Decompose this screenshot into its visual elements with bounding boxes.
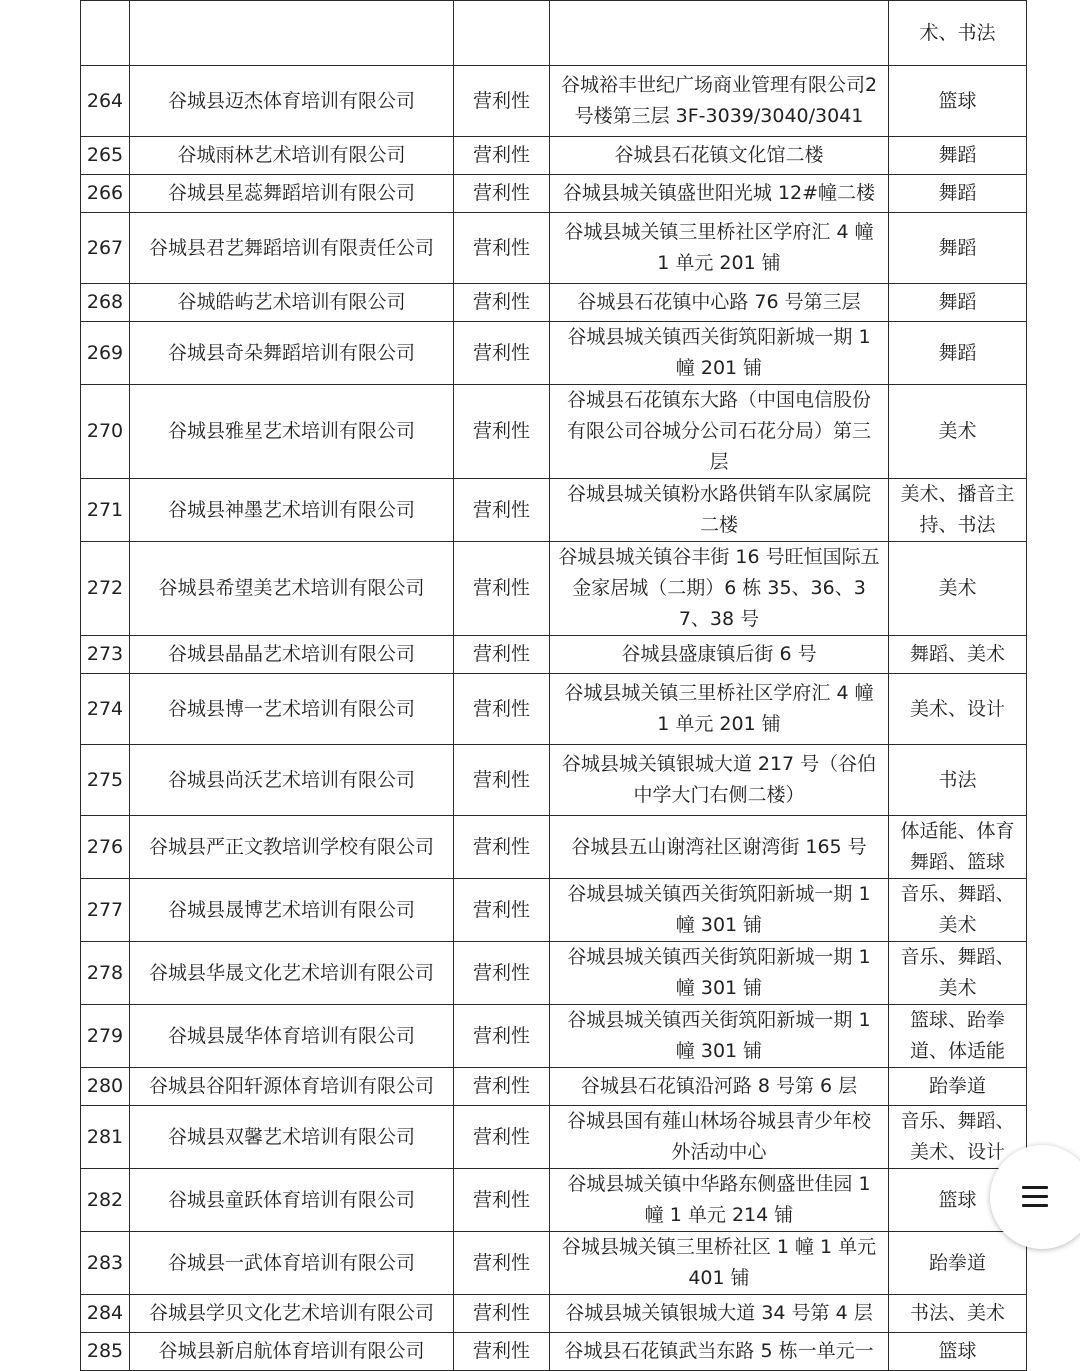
institution-name: 谷城县严正文教培训学校有限公司 [130, 816, 454, 879]
institution-address: 谷城县城关镇西关街筑阳新城一期 1 幢 301 铺 [550, 879, 889, 942]
training-subjects: 舞蹈 [889, 137, 1027, 175]
institution-address: 谷城县城关镇银城大道 34 号第 4 层 [550, 1295, 889, 1333]
institution-name: 谷城县晟华体育培训有限公司 [130, 1005, 454, 1068]
institution-type: 营利性 [454, 1333, 550, 1371]
menu-icon [1022, 1186, 1048, 1208]
row-number: 280 [81, 1068, 130, 1106]
training-subjects: 舞蹈 [889, 322, 1027, 385]
institution-type: 营利性 [454, 137, 550, 175]
training-subjects: 篮球 [889, 1333, 1027, 1371]
table-row [81, 213, 1027, 284]
institution-type: 营利性 [454, 1169, 550, 1232]
training-subjects: 舞蹈 [889, 175, 1027, 213]
institution-address: 谷城县城关镇谷丰街 16 号旺恒国际五金家居城（二期）6 栋 35、36、37、38 号 [550, 542, 889, 636]
training-subjects: 书法 [889, 745, 1027, 816]
institution-address: 谷城县石花镇武当东路 5 栋一单元一 [550, 1333, 889, 1371]
institution-name: 谷城皓屿艺术培训有限公司 [130, 284, 454, 322]
row-number: 282 [81, 1169, 130, 1232]
institution-name: 谷城县双馨艺术培训有限公司 [130, 1106, 454, 1169]
institution-name: 谷城县谷阳轩源体育培训有限公司 [130, 1068, 454, 1106]
institution-address [550, 1, 889, 66]
institution-address: 谷城县城关镇西关街筑阳新城一期 1 幢 201 铺 [550, 322, 889, 385]
row-number: 277 [81, 879, 130, 942]
row-number: 276 [81, 816, 130, 879]
training-subjects: 术、书法 [889, 1, 1027, 66]
table-row [81, 284, 1027, 322]
institution-type: 营利性 [454, 942, 550, 1005]
institution-type: 营利性 [454, 636, 550, 674]
institution-name: 谷城县尚沃艺术培训有限公司 [130, 745, 454, 816]
row-number: 278 [81, 942, 130, 1005]
training-subjects: 篮球 [889, 66, 1027, 137]
institution-address: 谷城县石花镇文化馆二楼 [550, 137, 889, 175]
institution-name: 谷城雨林艺术培训有限公司 [130, 137, 454, 175]
training-subjects: 篮球、跆拳道、体适能 [889, 1005, 1027, 1068]
institution-address: 谷城县城关镇银城大道 217 号（谷伯中学大门右侧二楼） [550, 745, 889, 816]
training-subjects: 舞蹈、美术 [889, 636, 1027, 674]
table-row [81, 1005, 1027, 1068]
institution-name: 谷城县华晟文化艺术培训有限公司 [130, 942, 454, 1005]
table-row [81, 942, 1027, 1005]
table-row [81, 1068, 1027, 1106]
training-subjects: 美术 [889, 542, 1027, 636]
training-subjects: 音乐、舞蹈、美术 [889, 942, 1027, 1005]
table-row [81, 879, 1027, 942]
institution-address: 谷城县石花镇中心路 76 号第三层 [550, 284, 889, 322]
institution-address: 谷城县城关镇粉水路供销车队家属院二楼 [550, 479, 889, 542]
institution-name: 谷城县雅星艺术培训有限公司 [130, 385, 454, 479]
training-subjects: 舞蹈 [889, 284, 1027, 322]
table-row [81, 322, 1027, 385]
row-number: 279 [81, 1005, 130, 1068]
institution-type: 营利性 [454, 1295, 550, 1333]
institution-type: 营利性 [454, 1068, 550, 1106]
training-subjects: 体适能、体育舞蹈、篮球 [889, 816, 1027, 879]
institution-type: 营利性 [454, 745, 550, 816]
table-row [81, 636, 1027, 674]
table-row [81, 1295, 1027, 1333]
training-subjects: 书法、美术 [889, 1295, 1027, 1333]
institution-address: 谷城县石花镇东大路（中国电信股份有限公司谷城分公司石花分局）第三层 [550, 385, 889, 479]
institution-name: 谷城县童跃体育培训有限公司 [130, 1169, 454, 1232]
institution-type: 营利性 [454, 284, 550, 322]
table-row [81, 542, 1027, 636]
table-row [81, 175, 1027, 213]
table-row [81, 479, 1027, 542]
training-subjects: 舞蹈 [889, 213, 1027, 284]
institution-address: 谷城县城关镇西关街筑阳新城一期 1 幢 301 铺 [550, 942, 889, 1005]
institution-address: 谷城县五山谢湾社区谢湾街 165 号 [550, 816, 889, 879]
institution-name: 谷城县星蕊舞蹈培训有限公司 [130, 175, 454, 213]
table-row [81, 1333, 1027, 1371]
row-number: 269 [81, 322, 130, 385]
row-number [81, 1, 130, 66]
table-row [81, 816, 1027, 879]
institution-name [130, 1, 454, 66]
institution-type: 营利性 [454, 322, 550, 385]
row-number: 266 [81, 175, 130, 213]
institution-name: 谷城县晶晶艺术培训有限公司 [130, 636, 454, 674]
row-number: 271 [81, 479, 130, 542]
institution-type: 营利性 [454, 879, 550, 942]
row-number: 285 [81, 1333, 130, 1371]
institution-address: 谷城裕丰世纪广场商业管理有限公司2号楼第三层 3F-3039/3040/3041 [550, 66, 889, 137]
institution-name: 谷城县晟博艺术培训有限公司 [130, 879, 454, 942]
table-row [81, 1169, 1027, 1232]
institution-address: 谷城县城关镇三里桥社区学府汇 4 幢 1 单元 201 铺 [550, 213, 889, 284]
institution-type: 营利性 [454, 66, 550, 137]
training-subjects: 篮球 [889, 1169, 1027, 1232]
institution-type: 营利性 [454, 1005, 550, 1068]
row-number: 283 [81, 1232, 130, 1295]
training-subjects: 音乐、舞蹈、美术、设计 [889, 1106, 1027, 1169]
row-number: 268 [81, 284, 130, 322]
institution-type [454, 1, 550, 66]
institution-name: 谷城县奇朵舞蹈培训有限公司 [130, 322, 454, 385]
row-number: 281 [81, 1106, 130, 1169]
institution-name: 谷城县迈杰体育培训有限公司 [130, 66, 454, 137]
table-body [81, 1, 1027, 1371]
row-number: 272 [81, 542, 130, 636]
table-row [81, 385, 1027, 479]
institution-name: 谷城县君艺舞蹈培训有限责任公司 [130, 213, 454, 284]
training-subjects: 跆拳道 [889, 1068, 1027, 1106]
institution-type: 营利性 [454, 479, 550, 542]
institution-address: 谷城县城关镇三里桥社区 1 幢 1 单元 401 铺 [550, 1232, 889, 1295]
table-row [81, 745, 1027, 816]
row-number: 264 [81, 66, 130, 137]
institution-type: 营利性 [454, 1232, 550, 1295]
institution-name: 谷城县新启航体育培训有限公司 [130, 1333, 454, 1371]
training-subjects: 跆拳道 [889, 1232, 1027, 1295]
institution-name: 谷城县一武体育培训有限公司 [130, 1232, 454, 1295]
row-number: 265 [81, 137, 130, 175]
institution-name: 谷城县神墨艺术培训有限公司 [130, 479, 454, 542]
institution-address: 谷城县城关镇三里桥社区学府汇 4 幢 1 单元 201 铺 [550, 674, 889, 745]
row-number: 273 [81, 636, 130, 674]
row-number: 267 [81, 213, 130, 284]
institution-type: 营利性 [454, 816, 550, 879]
institution-address: 谷城县城关镇盛世阳光城 12#幢二楼 [550, 175, 889, 213]
institution-address: 谷城县国有薤山林场谷城县青少年校外活动中心 [550, 1106, 889, 1169]
institution-type: 营利性 [454, 1106, 550, 1169]
training-subjects: 美术、播音主持、书法 [889, 479, 1027, 542]
training-subjects: 音乐、舞蹈、美术 [889, 879, 1027, 942]
table-row [81, 1232, 1027, 1295]
table-row [81, 1106, 1027, 1169]
institution-name: 谷城县希望美艺术培训有限公司 [130, 542, 454, 636]
row-number: 270 [81, 385, 130, 479]
row-number: 284 [81, 1295, 130, 1333]
table-row [81, 137, 1027, 175]
institution-type: 营利性 [454, 175, 550, 213]
training-subjects: 美术 [889, 385, 1027, 479]
institution-type: 营利性 [454, 674, 550, 745]
row-number: 274 [81, 674, 130, 745]
table-row [81, 66, 1027, 137]
table-row [81, 674, 1027, 745]
training-subjects: 美术、设计 [889, 674, 1027, 745]
institution-address: 谷城县石花镇沿河路 8 号第 6 层 [550, 1068, 889, 1106]
institution-name: 谷城县博一艺术培训有限公司 [130, 674, 454, 745]
institution-type: 营利性 [454, 385, 550, 479]
row-number: 275 [81, 745, 130, 816]
institution-address: 谷城县城关镇中华路东侧盛世佳园 1 幢 1 单元 214 铺 [550, 1169, 889, 1232]
table-row [81, 1, 1027, 66]
institution-address: 谷城县城关镇西关街筑阳新城一期 1 幢 301 铺 [550, 1005, 889, 1068]
training-institutions-table [80, 0, 1027, 1371]
institution-type: 营利性 [454, 213, 550, 284]
institution-name: 谷城县学贝文化艺术培训有限公司 [130, 1295, 454, 1333]
institution-type: 营利性 [454, 542, 550, 636]
institution-address: 谷城县盛康镇后街 6 号 [550, 636, 889, 674]
